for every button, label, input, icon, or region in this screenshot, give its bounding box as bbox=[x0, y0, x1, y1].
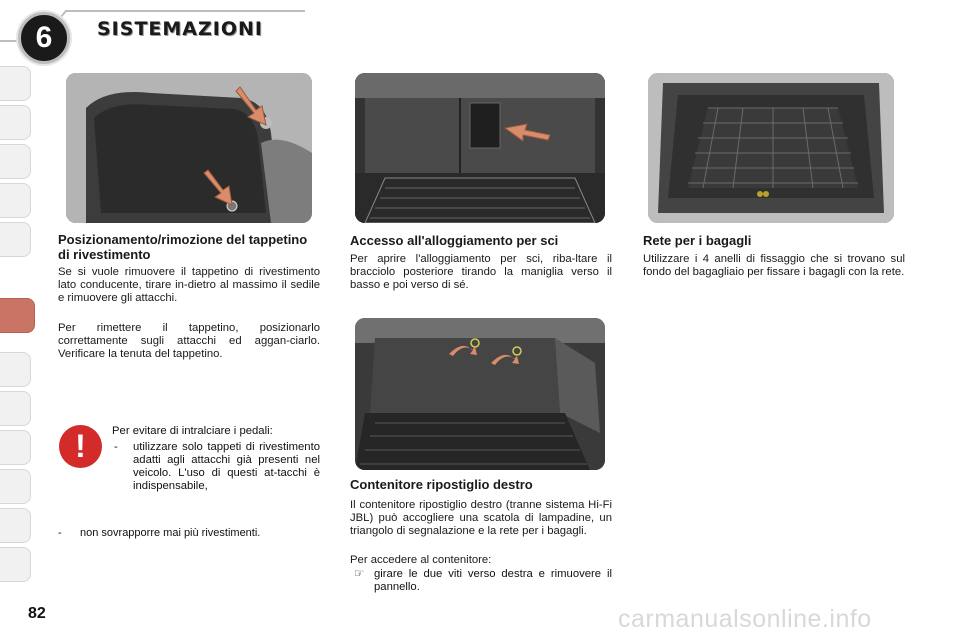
chapter-tab[interactable] bbox=[0, 352, 31, 387]
page-header bbox=[0, 0, 960, 60]
right-storage-paragraph-1: Il contenitore ripostiglio destro (tranne sistema Hi-Fi JBL) può accogliere una scatola di lampadine, un triangolo di segnalazione e la rete per i bagagli. bbox=[350, 499, 612, 537]
ski-access-photo bbox=[355, 73, 605, 223]
chapter-tab[interactable] bbox=[0, 222, 31, 257]
chapter-tabs bbox=[0, 62, 38, 577]
chapter-tab[interactable] bbox=[0, 469, 31, 504]
chapter-tab[interactable] bbox=[0, 66, 31, 101]
dash-marker: - bbox=[58, 527, 62, 539]
right-storage-photo bbox=[355, 318, 605, 470]
warning-item bbox=[112, 441, 320, 493]
floor-mat-paragraph-2: Per rimettere il tappetino, posizionarlo correttamente sugli attacchi ed aggan-ciarlo. Verificare la tenuta del tappetino. bbox=[58, 322, 320, 360]
chapter-tab[interactable] bbox=[0, 144, 31, 179]
watermark: carmanualsonline.info bbox=[618, 605, 872, 633]
warning-item-text: utilizzare solo tappeti di rivestimento adatti agli attacchi già presenti nel veicolo. L'uso di questi at-tacchi è indispensabile, bbox=[133, 441, 320, 492]
luggage-net-heading: Rete per i bagagli bbox=[643, 233, 752, 248]
pointing-hand-icon: ☞ bbox=[354, 568, 365, 580]
right-storage-paragraph-2: Per accedere al contenitore: bbox=[350, 554, 492, 566]
right-storage-bullet-text: girare le due viti verso destra e rimuovere il pannello. bbox=[374, 568, 612, 593]
ski-access-paragraph: Per aprire l'alloggiamento per sci, riba-ltare il bracciolo posteriore tirando la maniglia verso il basso e poi verso di sé. bbox=[350, 253, 612, 291]
ski-access-heading: Accesso all'alloggiamento per sci bbox=[350, 233, 559, 248]
chapter-number-badge: 6 bbox=[18, 12, 70, 64]
warning-intro: Per evitare di intralciare i pedali: bbox=[112, 425, 273, 437]
page-number: 82 bbox=[28, 605, 46, 622]
chapter-tab-active[interactable] bbox=[0, 298, 35, 333]
chapter-tab[interactable] bbox=[0, 508, 31, 543]
warning-text bbox=[112, 425, 320, 496]
floor-mat-photo bbox=[66, 73, 312, 223]
chapter-tab[interactable] bbox=[0, 547, 31, 582]
floor-mat-paragraph-1: Se si vuole rimuovere il tappetino di rivestimento lato conducente, tirare in-dietro al massimo il sedile e rimuovere gli attacchi. bbox=[58, 266, 320, 304]
warning-icon: ! bbox=[59, 425, 102, 468]
chapter-tab[interactable] bbox=[0, 391, 31, 426]
chapter-title: SISTEMAZIONI bbox=[97, 18, 263, 40]
dash-marker: - bbox=[114, 441, 118, 453]
luggage-net-photo bbox=[648, 73, 894, 223]
chapter-tab[interactable] bbox=[0, 183, 31, 218]
warning-item-text: non sovrapporre mai più rivestimenti. bbox=[80, 527, 261, 539]
chapter-tab[interactable] bbox=[0, 105, 31, 140]
chapter-tab[interactable] bbox=[0, 430, 31, 465]
right-storage-bullet bbox=[350, 568, 612, 594]
right-storage-heading: Contenitore ripostiglio destro bbox=[350, 477, 533, 492]
floor-mat-heading: Posizionamento/rimozione del tappetino di rivestimento bbox=[58, 232, 308, 262]
luggage-net-paragraph: Utilizzare i 4 anelli di fissaggio che si trovano sul fondo del bagagliaio per fissare i bagagli con la rete. bbox=[643, 253, 905, 278]
